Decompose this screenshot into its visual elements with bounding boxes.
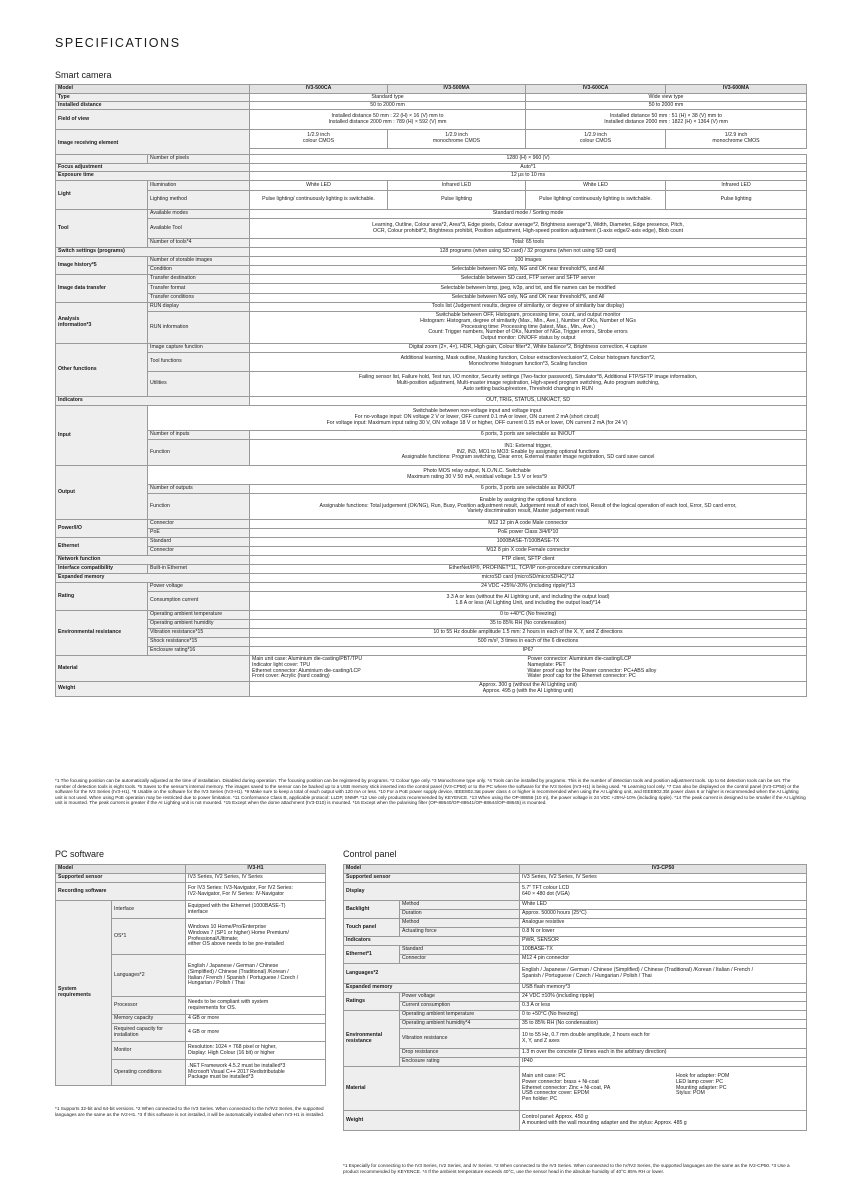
table-row [56,565,807,574]
row-sublabel: Lighting method [148,191,250,210]
row-sublabel: Transfer destination [148,275,250,284]
row-sublabel: Method [400,901,520,910]
header-model: Model [56,85,250,94]
table-row [344,937,807,946]
row-sublabel: Enclosure rating*16 [148,647,250,656]
cell-value: 100 images [250,257,807,266]
cell-value: Selectable between NG only, NG and OK near threshold*6, and All [250,266,807,275]
row-label: Power/I/O [56,520,148,538]
table-row [56,485,807,494]
row-sublabel: Duration [400,910,520,919]
table-row [56,647,807,656]
smart-camera-table-body [55,154,807,697]
cell-value: 1/2.9 inch colour CMOS [526,130,666,149]
row-label: Ethernet [56,538,148,556]
table-row [344,1011,807,1020]
row-label: Backlight [344,901,400,919]
row-label: Analysis information*3 [56,303,148,344]
cell-value: Standard mode / Sorting mode [250,210,807,219]
row-sublabel: Operating ambient temperature [148,611,250,620]
cell-value: Wide view type [526,94,807,102]
table-row [56,312,807,344]
cell-value: Pulse lighting/ continuously lighting is switchable. [526,191,666,210]
table-row [56,294,807,303]
row-label: Switch settings (programs) [56,248,250,257]
cell-value: English / Japanese / German / Chinese (Simplified) / Chinese (Traditional) /Korean / Italian / French / Spanish / Portuguese / Czech / Hungarian / Polish / Thai [186,955,326,997]
row-sublabel: Connector [148,547,250,556]
cell-value: Main unit case: Aluminium die-casting/PBT/TPU Indicator light cover: TPU Ethernet connector: Aluminium die-casting/LCP Front cover: Acrylic (hard coating) [250,656,526,682]
row-sublabel: Power voltage [148,583,250,592]
section-heading-smart-camera: Smart camera [55,70,112,80]
header-iv3-600ca: IV3-600CA [526,85,666,94]
material-cell [520,1067,807,1111]
cell-value: .NET Framework 4.5.2 must be installed*3 Microsoft Visual C++ 2017 Redistributable Package must be installed*3 [186,1060,326,1086]
cell-value: Analogue resistive [520,919,807,928]
material-right: Hook for adapter: POM LED lamp cover: PC Mounting adapter: PC Stylus: POM [676,1073,730,1097]
cell-value: Photo MOS relay output, N.O./N.C. Switchable Maximum rating 30 V 50 mA, residual voltage 1.5 V or less*9 [148,466,807,485]
row-sublabel: Available modes [148,210,250,219]
table-row [56,440,807,466]
row-sublabel: Standard [400,946,520,955]
table-row [344,910,807,919]
table-row [56,397,807,406]
header-iv3-600ma: IV3-600MA [666,85,807,94]
table-row [56,538,807,547]
cell-value: White LED [250,181,388,191]
table-row [56,529,807,538]
row-label: Weight [344,1111,520,1131]
header-model: Model [56,865,186,874]
row-label: Expanded memory [56,574,250,583]
cell-value: 1/2.9 inch monochrome CMOS [666,130,807,149]
table-row [56,266,807,275]
cell-value: PoE power Class 3/4/6*10 [250,529,807,538]
cell-value: Pulse lighting [388,191,526,210]
row-sublabel: Actuating force [400,928,520,937]
cell-value: Learning, Outline, Colour area*2, Area*3, Edge pixels, Colour average*2, Brightness average*3, Width, Diameter, Edge presence, Pitch, OCR, Colour prohibit*2, Brightness prohibit, Position adjustment, High-speed position adjustment (1-axis edge/2-axis edge), Blob count [250,219,807,239]
cell-value: Resolution: 1024 × 768 pixel or higher, Display: High Colour (16 bit) or higher [186,1042,326,1060]
table-row [56,257,807,266]
table-row [56,682,807,697]
row-sublabel: Connector [400,955,520,964]
cell-value: 3.3 A or less (without the AI Lighting unit, and including the output load) 1.8 A or less (AI Lighting Unit, and including the output load)*14 [250,592,807,611]
table-row [56,629,807,638]
cell-value: 0.8 N or lower [520,928,807,937]
row-label: Type [56,94,250,102]
cell-value: Power connector: Aluminium die-casting/LCP Nameplate: PET Water proof cap for the Power connector: PC+ABS alloy Water proof cap for the Ethernet connector: PC [526,656,807,682]
cell-value: 1/2.9 inch colour CMOS [250,130,388,149]
table-row [344,984,807,993]
cell-value: 24 VDC +25%/-20% (including ripple)*13 [250,583,807,592]
table-header-row [56,865,326,874]
cell-value: Additional learning, Mask outline, Masking function, Colour extraction/exclusion*2, Colour histogram function*2, Monochrome histogram function*3, Scaling function [250,353,807,372]
table-row [56,547,807,556]
cell-value: 6 ports, 3 ports are selectable as IN/OUT [250,431,807,440]
row-sublabel: Number of inputs [148,431,250,440]
cell-value: IP40 [520,1058,807,1067]
cell-value: USB flash memory*3 [520,984,807,993]
row-sublabel: Function [148,494,250,520]
cell-value: Digital zoom (2×, 4×), HDR, High gain, Colour filter*2, White balance*2, Brightness correction, 4 capture [250,344,807,353]
row-label: Indicators [56,397,250,406]
cell-value: 1000BASE-T/100BASE-TX [250,538,807,547]
table-header-row [56,85,807,94]
table-row [56,556,807,565]
row-sublabel: Memory capacity [112,1015,186,1024]
cell-value: Installed distance 50 mm : 51 (H) × 38 (V) mm to Installed distance 2000 mm : 1822 (H) × 1364 (V) mm [526,110,807,130]
cell-value: 1280 (H) × 960 (V) [250,155,807,164]
table-row [56,303,807,312]
row-sublabel: Shock resistance*15 [148,638,250,647]
row-sublabel: Power voltage [400,993,520,1002]
row-label: Image data transfer [56,275,148,303]
cell-value: IV3 Series, IV2 Series, IV Series [186,874,326,883]
row-label: Light [56,181,148,210]
table-row [56,656,807,682]
row-sublabel: Monitor [112,1042,186,1060]
cell-value: FTP client, SFTP client [250,556,807,565]
table-row [56,248,807,257]
cell-value: Installed distance 50 mm : 22 (H) × 16 (V) mm to Installed distance 2000 mm : 789 (H) × 592 (V) mm [250,110,526,130]
row-label: Interface compatibility [56,565,148,574]
cell-value: 1.3 m over the concrete (2 times each in the arbitrary direction) [520,1049,807,1058]
cell-value: Auto*1 [250,164,807,172]
table-row [344,1002,807,1011]
table-row [344,1058,807,1067]
table-row [344,1111,807,1131]
header-iv3-500ma: IV3-500MA [388,85,526,94]
table-row [344,874,807,883]
row-label: Network function [56,556,250,565]
row-label: Ethernet*1 [344,946,400,964]
row-label: Input [56,406,148,466]
table-row [344,993,807,1002]
row-sublabel: Transfer conditions [148,294,250,303]
table-row [344,928,807,937]
row-sublabel: Function [148,440,250,466]
cell-value: Infrared LED [388,181,526,191]
table-row [56,210,807,219]
table-row [56,372,807,397]
cell-value: 6 ports, 3 ports are selectable as IN/OUT [250,485,807,494]
row-sublabel: Number of pixels [148,155,250,164]
header-iv3-cp50: IV3-CP50 [520,865,807,874]
row-label: Environmental resistance [56,611,148,656]
row-label: Display [344,883,520,901]
cell-value: OUT, TRIG, STATUS, LINK/ACT, SD [250,397,807,406]
table-row [56,219,807,239]
table-row [56,620,807,629]
cell-value: Equipped with the Ethernet (1000BASE-T) interface [186,901,326,919]
cell-value: Failing sensor list, Failure hold, Test run, I/O monitor, Security settings (Two-factor password), Simulator*8, Additional FTP/SFTP image information, Multi-position adjustment, Multi-master image registration, High-speed program switching, Auto program switching, Auto setting backup/restore, Threshold changing in RUN [250,372,807,397]
row-label: Output [56,466,148,520]
cell-value: English / Japanese / German / Chinese (Simplified) / Chinese (Traditional) /Korean / Italian / French / Spanish / Portuguese / Czech / Hungarian / Polish / Thai [520,964,807,984]
row-sublabel: Connector [148,520,250,529]
cell-value: Pulse lighting [666,191,807,210]
table-row [56,638,807,647]
table-row [344,883,807,901]
table-row [56,181,807,191]
table-row [344,919,807,928]
cell-value: Standard type [250,94,526,102]
row-sublabel: Method [400,919,520,928]
table-row [344,955,807,964]
row-sublabel: Number of tools*4 [148,239,250,248]
row-sublabel: Condition [148,266,250,275]
row-sublabel: RUN information [148,312,250,344]
table-row [56,164,807,172]
row-label: Recording software [56,883,186,901]
table-row [344,964,807,984]
row-sublabel: Vibration resistance*15 [148,629,250,638]
table-row [344,1067,807,1111]
table-row [56,94,807,102]
table-row [56,431,807,440]
cell-value: 35 to 85% RH (No condensation) [250,620,807,629]
table-row [56,110,807,130]
row-sublabel: Number of storable images [148,257,250,266]
table-row [56,172,807,181]
row-sublabel: Utilities [148,372,250,397]
cell-value: 12 μs to 10 ms [250,172,807,181]
row-label: Installed distance [56,102,250,110]
cell-value: 0 to +50°C (No freezing) [520,1011,807,1020]
cell-value: 4 GB or more [186,1015,326,1024]
table-row [56,344,807,353]
cell-value: 50 to 2000 mm [250,102,526,110]
cell-value: 5.7" TFT colour LCD 640 × 480 dot (VGA) [520,883,807,901]
row-label: Environmental resistance [344,1011,400,1067]
cell-value: Pulse lighting/ continuously lighting is switchable. [250,191,388,210]
table-row [344,946,807,955]
row-sublabel: Operating conditions [112,1060,186,1086]
cell-value: M12 8 pin X code Female connector [250,547,807,556]
cell-value: Selectable between NG only, NG and OK near threshold*6, and All [250,294,807,303]
row-label: Field of view [56,110,250,130]
row-sublabel: Operating ambient humidity*4 [400,1020,520,1029]
row-label: Indicators [344,937,520,946]
cell-value: microSD card (microSD/microSDHC)*12 [250,574,807,583]
cell-value: 100BASE-TX [520,946,807,955]
cell-value: M12 12 pin A code Male connector [250,520,807,529]
table-row [56,466,807,485]
table-row [56,353,807,372]
table-row [56,284,807,294]
row-sublabel: Current consumption [400,1002,520,1011]
table-row [344,1020,807,1029]
row-label: Other functions [56,344,148,397]
row-label: Weight [56,682,250,697]
table-row [56,130,807,149]
row-sublabel: Standard [148,538,250,547]
row-sublabel: Required capacity for installation [112,1024,186,1042]
row-label: Exposure time [56,172,250,181]
cell-value: White LED [520,901,807,910]
table-row [56,191,807,210]
row-sublabel: Image capture function [148,344,250,353]
table-row [56,901,326,919]
row-sublabel: Enclosure rating [400,1058,520,1067]
row-label: Supported sensor [344,874,520,883]
cell-value: 500 m/s², 3 times in each of the 6 directions [250,638,807,647]
row-label: Ratings [344,993,400,1011]
table-row [56,874,326,883]
row-label: Touch panel [344,919,400,937]
table-row [56,592,807,611]
header-iv3-500ca: IV3-500CA [250,85,388,94]
table-row [344,1029,807,1049]
row-label: Focus adjustment [56,164,250,172]
row-sublabel: Processor [112,997,186,1015]
cell-value: For IV3 Series: IV3-Navigator, For IV2 Series: IV2-Navigator, For IV Series: IV-Navigator [186,883,326,901]
material-left: Main unit case: PC Power connector: brass + Ni-coat Ethernet connector: Zinc + Ni-coat, PA USB connector cover: EPDM Pen holder: PC [522,1073,611,1103]
row-sublabel: Languages*2 [112,955,186,997]
row-label: Tool [56,210,148,248]
cell-value: 0 to +40°C (No freezing) [250,611,807,620]
cell-value: 35 to 85% RH (No condensation) [520,1020,807,1029]
cell-value: Selectable between SD card, FTP server and SFTP server [250,275,807,284]
cell-value: EtherNet/IP®, PROFINET*11, TCP/IP non-procedure communication [250,565,807,574]
row-label: Rating [56,583,148,611]
table-row [56,574,807,583]
table-row [56,239,807,248]
row-sublabel: RUN display [148,303,250,312]
cell-value: 50 to 2000 mm [526,102,807,110]
table-row [56,275,807,284]
pc-software-footnotes: *1 Supports 32-bit and 64-bit versions. *2 When connected to the IV3 Series. When connected to the IV/IV2 Series, the supported languages are the same as the IV2-H1. *3 If this software is not installed, it will be automatically installed when IV3-H1 is installed. [55,1106,325,1117]
pc-software-table [55,864,326,1086]
section-heading-control-panel: Control panel [343,849,397,859]
cell-value: 128 programs (when using SD card) / 32 programs (when not using SD card) [250,248,807,257]
table-row [56,611,807,620]
cell-value: 10 to 55 Hz double amplitude 1.5 mm: 2 hours in each of the X, Y, and Z directions [250,629,807,638]
section-heading-pc-software: PC software [55,849,105,859]
row-sublabel: Available Tool [148,219,250,239]
cell-value: White LED [526,181,666,191]
cell-value: PWR, SENSOR [520,937,807,946]
cell-value: Tools list (Judgement results, degree of similarity, or degree of similarity bar display) [250,303,807,312]
cell-value: Approx. 300 g (without the AI Lighting unit) Approx. 495 g (with the AI Lighting unit) [250,682,807,697]
row-label: Image receiving element [56,130,250,158]
row-sublabel: Drop resistance [400,1049,520,1058]
row-sublabel: Interface [112,901,186,919]
cell-value: IP67 [250,647,807,656]
cell-value: 10 to 55 Hz, 0.7 mm double amplitude, 2 hours each for X, Y, and Z axes [520,1029,807,1049]
cell-value: Switchable between non-voltage input and voltage input For no-voltage input: ON voltage 2 V or lower, OFF current 0.1 mA or lower, ON current 2 mA (short circuit) For voltage input: Maximum input rating 30 V, ON voltage 18 V or higher, OFF current 0.15 mA or lower, ON current 2 mA (for 24 V) [148,406,807,431]
row-label: Material [344,1067,520,1111]
cell-value: Approx. 50000 hours (25°C) [520,910,807,919]
cell-value: Selectable between bmp, jpeg, iv3p, and txt, and file names can be modified [250,284,807,294]
row-sublabel: Vibration resistance [400,1029,520,1049]
cell-value: 1/2.9 inch monochrome CMOS [388,130,526,149]
cell-value: Needs to be compliant with system requirements for OS. [186,997,326,1015]
cell-value: 24 VDC ±10% (including ripple) [520,993,807,1002]
header-model: Model [344,865,520,874]
cell-value: Enable by assigning the optional functions Assignable functions: Total judgement (OK/NG), Run, Busy, Position adjustment result, Judgement result of each tool, Result of the logical operation of each tool, Error, SD card error, Variety discrimination result, Master judgement result [250,494,807,520]
control-panel-table [343,864,807,1131]
table-row [56,155,807,164]
row-label: Languages*2 [344,964,520,984]
table-header-row [344,865,807,874]
row-label: Expanded memory [344,984,520,993]
row-sublabel: Transfer format [148,284,250,294]
cell-value: Infrared LED [666,181,807,191]
table-row [56,883,326,901]
table-row [344,1049,807,1058]
table-row [56,494,807,520]
row-sublabel: OS*1 [112,919,186,955]
cell-value: Switchable between OFF, Histogram, processing time, count, and output monitor Histogram: Histogram, degree of similarity (Max., Min., Ave.), Number of OKs, Number of NGs Processing time: Processing time (latest, Max., Min., Ave.) Count: Trigger numbers, Number of OKs, Number of NGs, Trigger errors, Strobe errors Output monitor: ON/OFF status by output [250,312,807,344]
page-title: SPECIFICATIONS [55,36,181,50]
table-row [56,406,807,431]
row-sublabel: Operating ambient temperature [400,1011,520,1020]
table-row [56,520,807,529]
row-label: Material [56,656,250,682]
row-sublabel: Built-in Ethernet [148,565,250,574]
row-label: System requirements [56,901,112,1086]
table-row [344,901,807,910]
cell-value: Windows 10 Home/Pro/Enterprise Windows 7 (SP1 or higher) Home Premium/ Professional/Ultimate; either OS above needs to be pre-installed [186,919,326,955]
row-sublabel: PoE [148,529,250,538]
row-sublabel: Consumption current [148,592,250,611]
smart-camera-table [55,84,807,158]
cell-value: IV3 Series, IV2 Series, IV Series [520,874,807,883]
row-sublabel: Operating ambient humidity [148,620,250,629]
table-row [56,583,807,592]
row-sublabel: Illumination [148,181,250,191]
smart-camera-footnotes: *1 The focusing position can be automatically adjusted at the time of installation. Disabled during operation. The focusing position can be registered by programs. *2 Colour type only. *3 Monochrome type only. *4 Tools can be installed by programs. This is the number of detection tools and position adjustment tools. Up to 64 detection tools can be set. The number of detection tools is eight tools. *5 Saves to the sensor's internal memory. The images saved to the sensor can be backed up to a USB memory stick inserted into the control panel (IV3-CP50) or to the PC where the software for the IV3 Series (IV3-H1) is being used. *6 Learning tool only. *7 Can also be displayed on the control panel (IV3-CP50) or the software for the IV3 Series (IV3-H1). *8 Usable on the software for the IV3 Series (IV3-H1). *9 Make sure to keep a total of each output with 120 mA or less. *10 For a PoE power supply device, IEEE802.3at power class 4 or higher is recommended when using the AI Lighting unit, and IEEE802.3bt power class 6 or higher is recommended when the AI Lighting unit is not used. When using PoE operation may be restricted due to power limitation. *11 Conformance Class B, applicable protocol: LLDP, SNMP. *12 Use only products recommended by KEYENCE. *13 When using the OP-88656 (10 m), the power voltage is 24 VDC +25%/-10% (including ripple). *14 The peak current is designed to be smaller if the AI Lighting unit is mounted. The peak current is greater if the AI Lighting unit is not mounted. *15 Except when the dome attachment (IV3-D10) is mounted. *16 Except when the polarising filter (OP-88640/OP-88641/OP-88644/OP-88645) is mounted. [55,778,806,806]
row-label: Image history*5 [56,257,148,275]
cell-value: 4 GB or more [186,1024,326,1042]
row-label: Supported sensor [56,874,186,883]
cell-value: Total: 65 tools [250,239,807,248]
cell-value: M12 4 pin connector [520,955,807,964]
cell-value: Control panel: Approx. 450 g A mounted with the wall mounting adapter and the stylus: Approx. 485 g [520,1111,807,1131]
cell-value: 0.3 A or less [520,1002,807,1011]
header-iv3-h1: IV3-H1 [186,865,326,874]
row-sublabel: Number of outputs [148,485,250,494]
control-panel-footnotes: *1 Especially for connecting to the IV3 Series, IV2 Series, and IV Series. *2 When connected to the IV3 Series. When connected to the IV/IV2 Series, the supported languages are the same as the IV2-CP50. *3 Use a product recommended by KEYENCE. *4 If the ambient temperature exceeds 40°C, use the sensor head in the absolute humidity of 40°C 85% RH or lower. [343,1163,790,1174]
table-row [56,102,807,110]
row-sublabel: Tool functions [148,353,250,372]
cell-value: IN1: External trigger, IN2, IN3, MO1 to MO3: Enable by assigning optional functions Assignable functions: Program switching, Clear error, External master image registration, SD card save cancel [250,440,807,466]
